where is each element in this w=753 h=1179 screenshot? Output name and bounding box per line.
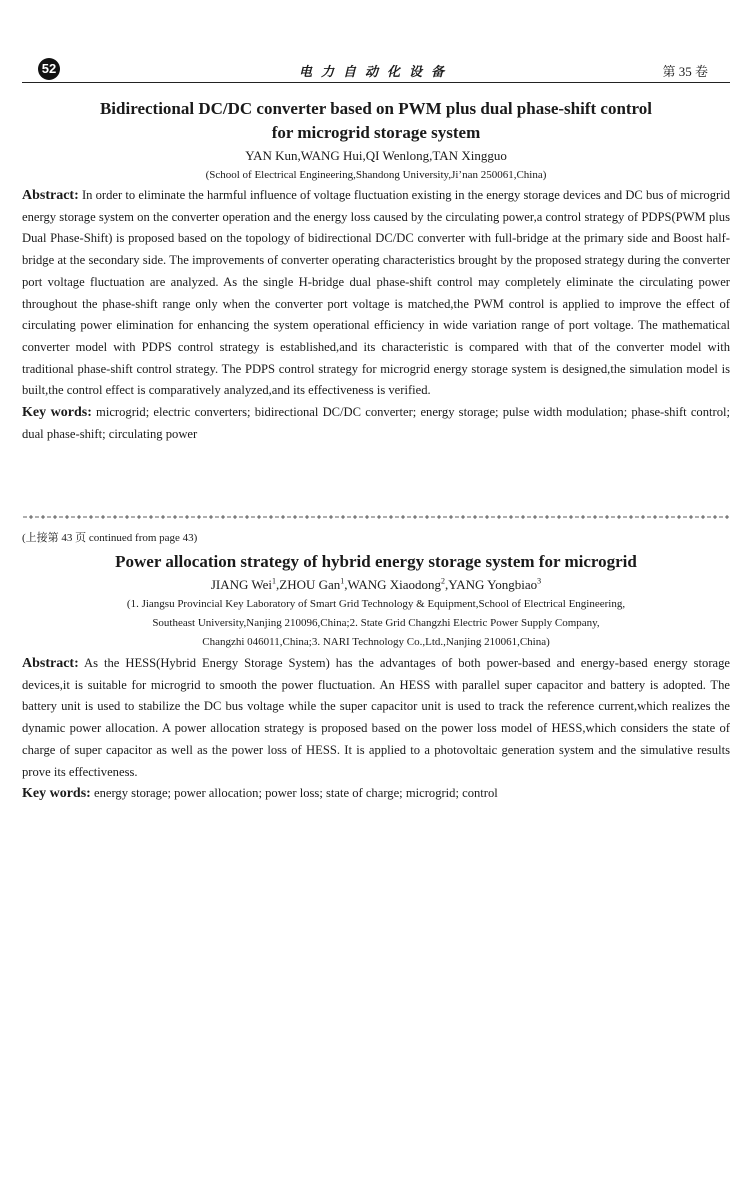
article-1-authors: YAN Kun,WANG Hui,QI Wenlong,TAN Xingguo (245, 148, 507, 163)
article-1-title-line-2: for microgrid storage system (271, 123, 481, 142)
article-1-keywords (22, 402, 730, 445)
author-3: WANG Xiaodong (347, 577, 442, 592)
abstract-text: As the HESS(Hybrid Energy Storage System) has the advantages of both power-based and energy-based energy storage devices,it is suitable for microgrid to smooth the power fluctuation. An HESS with parallel super capacitor and battery is adopted. The battery unit is used to stabilize the DC bus voltage while the super capacitor unit is used to track the reference current,which realizes the dynamic power allocation. A power allocation strategy is proposed based on the power loss model of HESS,which considers the state of charge of super capacitor as well as the power loss of HESS. It is applied to a photovoltaic generation system and the simulative results prove its effectiveness. (22, 656, 730, 779)
author-1: JIANG Wei (210, 577, 273, 592)
author-1-mark: 1 (272, 576, 277, 586)
article-2-keywords (22, 783, 730, 805)
author-3-mark: 2 (441, 576, 446, 586)
affiliation-line-1: (1. Jiangsu Provincial Key Laboratory of Smart Grid Technology & Equipment,School of Electrical Engineering, (126, 598, 626, 610)
page-number-badge: 52 (38, 58, 60, 80)
article-1-title (22, 97, 730, 145)
article-1-title-line-1: Bidirectional DC/DC converter based on PWM plus dual phase-shift control (99, 99, 653, 118)
keywords-label: Key words: (22, 405, 92, 421)
running-header (22, 58, 730, 82)
article-1-abstract (22, 185, 730, 402)
keywords-text: microgrid; electric converters; bidirectional DC/DC converter; energy storage; pulse width modulation; phase-shift control; dual phase-shift; circulating power (22, 405, 730, 441)
volume-label: 第 35 卷 (662, 64, 708, 79)
article-2 (22, 530, 730, 805)
separator-pattern (22, 514, 730, 520)
affiliation-line-2: Southeast University,Nanjing 210096,China;2. State Grid Changzhi Electric Power Supply Company, (152, 617, 600, 629)
author-4: YANG Yongbiao (448, 577, 538, 592)
article-2-title: Power allocation strategy of hybrid energy storage system for microgrid (115, 552, 637, 571)
header-rule (22, 82, 730, 83)
journal-name: 电力自动化设备 (298, 64, 453, 79)
article-1 (22, 97, 730, 445)
author-2-mark: 1 (340, 576, 345, 586)
article-1-affiliation: (School of Electrical Engineering,Shandong University,Ji’nan 250061,China) (205, 169, 547, 181)
article-2-abstract (22, 653, 730, 783)
article-2-affiliation (22, 595, 730, 652)
article-separator (22, 514, 730, 520)
author-4-mark: 3 (537, 576, 542, 586)
abstract-label: Abstract: (22, 188, 79, 203)
continued-note: (上接第 43 页 continued from page 43) (22, 532, 198, 544)
keywords-text: energy storage; power allocation; power loss; state of charge; microgrid; control (93, 786, 498, 801)
keywords-label: Key words: (22, 786, 91, 802)
affiliation-line-3: Changzhi 046011,China;3. NARI Technology Co.,Ltd.,Nanjing 210061,China) (202, 636, 550, 648)
author-2: ZHOU Gan (279, 577, 341, 592)
abstract-label: Abstract: (22, 656, 79, 671)
abstract-text: In order to eliminate the harmful influence of voltage fluctuation existing in the energy storage devices and DC bus of microgrid energy storage system on the converter operation and the energy loss caused by the circulating power,a control strategy of PDPS(PWM plus Dual Phase-Shift) is proposed based on the topology of bidirectional DC/DC converter with full-bridge at the primary side and Boost half-bridge at the secondary side. The improvements of converter operating characteristics brought by the proposed strategy during the converter port voltage fluctuation are analyzed. As the single H-bridge dual phase-shift control may completely eliminate the circulating power throughout the phase-shift range only when the converter port voltage is matched,the PWM control is applied to improve the effect of circulating power elimination for enhancing the system operational efficiency in wide variation range of port voltage. The mathematical converter model with PDPS control strategy is established,and its characteristic is compared with that of the converter model with traditional phase-shift control strategy. The PDPS control strategy for microgrid energy storage system is designed,the simulation model is built,the control effect is comparatively analyzed,and its effectiveness is verified. (22, 188, 731, 398)
article-2-authors: JIANG Wei$^1$,ZHOU Gan$^1$,WANG Xiaodong$^2$,YANG Yongbiao$^3$ (210, 576, 542, 592)
